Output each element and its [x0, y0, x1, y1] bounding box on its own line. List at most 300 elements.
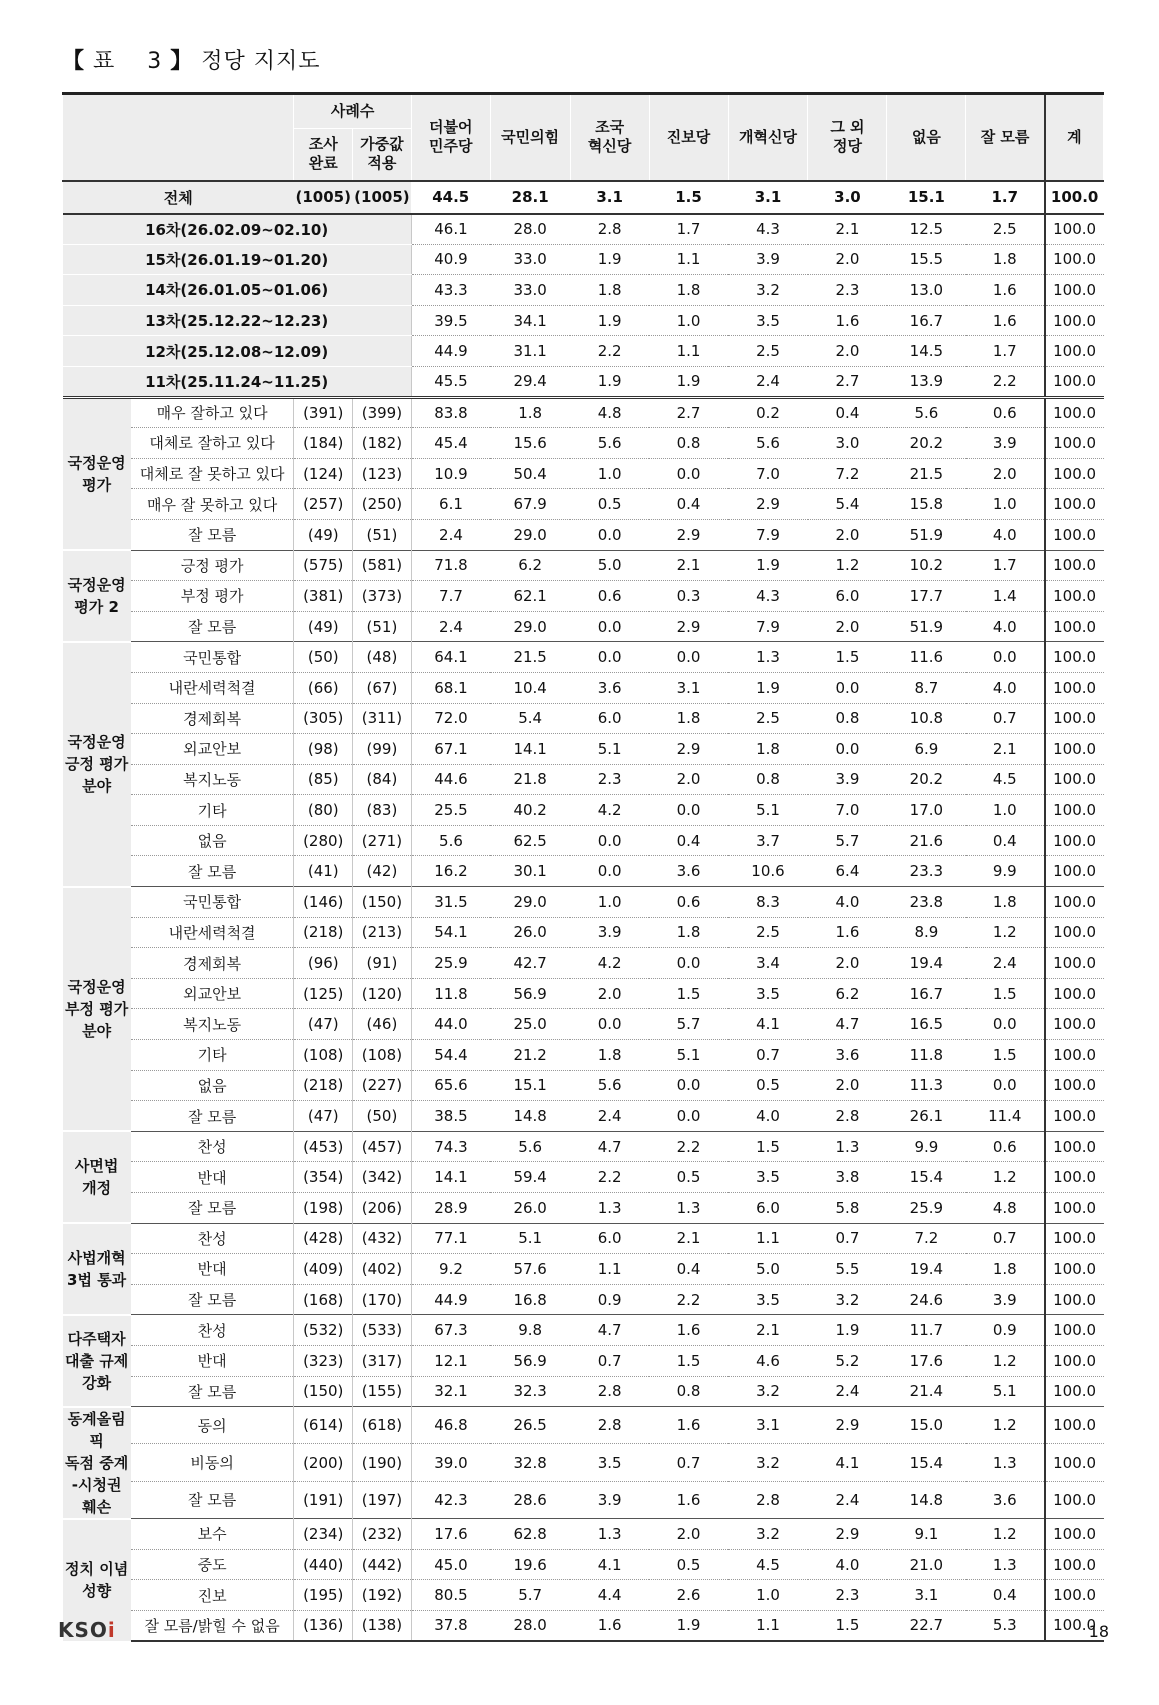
row-value: 3.6 [649, 856, 728, 887]
row-n-surveyed: (218) [294, 917, 353, 948]
row-value: 11.8 [411, 978, 490, 1009]
row-value: 1.7 [966, 550, 1045, 581]
row-value: 51.9 [887, 519, 966, 550]
row-n-surveyed: (305) [294, 703, 353, 734]
row-value: 9.9 [887, 1131, 966, 1162]
row-value: 1.2 [966, 1345, 1045, 1376]
row-value: 4.1 [808, 1444, 887, 1481]
row-n-weighted: (155) [353, 1376, 412, 1407]
row-n-surveyed: (124) [294, 458, 353, 489]
row-value: 100.0 [1045, 825, 1104, 856]
row-value: 1.6 [649, 1481, 728, 1518]
row-n-surveyed: (409) [294, 1254, 353, 1285]
row-value: 100.0 [1045, 642, 1104, 673]
row-value: 100.0 [1045, 672, 1104, 703]
row-value: 100.0 [1045, 795, 1104, 826]
title-bracket-open: 【 [62, 49, 86, 74]
row-value: 8.3 [728, 887, 808, 918]
row-n-weighted: (373) [353, 581, 412, 612]
row-label: 찬성 [131, 1223, 294, 1254]
row-value: 0.0 [966, 642, 1045, 673]
row-value: 100.0 [1045, 1193, 1104, 1224]
row-label: 찬성 [131, 1131, 294, 1162]
data-row [63, 1580, 1104, 1611]
row-value: 0.4 [966, 1580, 1045, 1611]
row-value: 45.0 [411, 1549, 490, 1580]
row-n-weighted: (213) [353, 917, 412, 948]
row-value: 50.4 [490, 458, 570, 489]
row-value: 0.0 [808, 734, 887, 765]
row-value: 3.2 [728, 1376, 808, 1407]
row-value: 4.0 [966, 672, 1045, 703]
row-value: 0.4 [649, 1254, 728, 1285]
total-label: 전체 [63, 181, 294, 214]
row-value: 3.6 [808, 1040, 887, 1071]
row-value: 100.0 [1045, 1254, 1104, 1285]
data-row [63, 1519, 1104, 1550]
row-n-weighted: (51) [353, 519, 412, 550]
row-value: 8.7 [887, 672, 966, 703]
row-value: 21.4 [887, 1376, 966, 1407]
row-value: 5.6 [728, 428, 808, 459]
row-value: 1.2 [808, 550, 887, 581]
row-n-weighted: (317) [353, 1345, 412, 1376]
row-value: 2.0 [966, 458, 1045, 489]
row-value: 1.8 [728, 734, 808, 765]
row-n-surveyed: (198) [294, 1193, 353, 1224]
data-row [63, 519, 1104, 550]
wave-value: 29.4 [490, 366, 570, 397]
row-value: 2.2 [570, 1162, 649, 1193]
row-value: 64.1 [411, 642, 490, 673]
row-value: 29.0 [490, 887, 570, 918]
data-row [63, 428, 1104, 459]
data-row [63, 458, 1104, 489]
row-value: 1.9 [728, 550, 808, 581]
wave-label: 11차(25.11.24~11.25) [63, 366, 412, 397]
row-label: 매우 잘하고 있다 [131, 397, 294, 428]
row-value: 23.8 [887, 887, 966, 918]
row-label: 비동의 [131, 1444, 294, 1481]
row-value: 9.2 [411, 1254, 490, 1285]
row-value: 6.2 [808, 978, 887, 1009]
header-party-1: 더불어 민주당 [411, 94, 490, 181]
row-value: 0.0 [649, 1070, 728, 1101]
row-label: 외교안보 [131, 734, 294, 765]
row-value: 100.0 [1045, 1444, 1104, 1481]
row-n-surveyed: (96) [294, 948, 353, 979]
row-value: 20.2 [887, 764, 966, 795]
wave-value: 100.0 [1045, 366, 1104, 397]
row-value: 100.0 [1045, 917, 1104, 948]
data-row [63, 917, 1104, 948]
wave-row [63, 214, 1104, 245]
row-n-surveyed: (280) [294, 825, 353, 856]
row-label: 잘 모름 [131, 1284, 294, 1315]
page-number: 18 [1088, 1622, 1109, 1641]
wave-value: 1.7 [649, 214, 728, 245]
row-value: 1.8 [966, 887, 1045, 918]
header-weighted: 가중값 적용 [353, 129, 412, 181]
row-value: 0.8 [649, 1376, 728, 1407]
row-value: 3.0 [808, 428, 887, 459]
row-value: 7.2 [887, 1223, 966, 1254]
row-value: 1.5 [649, 978, 728, 1009]
row-value: 0.5 [570, 489, 649, 520]
row-value: 72.0 [411, 703, 490, 734]
row-value: 5.6 [570, 428, 649, 459]
data-row [63, 764, 1104, 795]
wave-value: 2.2 [966, 366, 1045, 397]
row-value: 9.8 [490, 1315, 570, 1346]
group-label: 정치 이념 성향 [63, 1519, 131, 1641]
row-n-weighted: (399) [353, 397, 412, 428]
wave-value: 2.2 [570, 336, 649, 367]
wave-value: 1.8 [570, 275, 649, 306]
row-label: 없음 [131, 825, 294, 856]
header-party-3: 조국 혁신당 [570, 94, 649, 181]
row-n-weighted: (91) [353, 948, 412, 979]
row-value: 67.1 [411, 734, 490, 765]
row-value: 74.3 [411, 1131, 490, 1162]
row-n-surveyed: (125) [294, 978, 353, 1009]
wave-value: 12.5 [887, 214, 966, 245]
row-n-surveyed: (575) [294, 550, 353, 581]
wave-row [63, 305, 1104, 336]
wave-value: 1.9 [570, 305, 649, 336]
total-n-surveyed: (1005) [294, 181, 353, 214]
row-label: 잘 모름 [131, 519, 294, 550]
row-value: 3.5 [728, 1162, 808, 1193]
group-label: 사법개혁 3법 통과 [63, 1223, 131, 1315]
data-row [63, 1481, 1104, 1518]
row-n-weighted: (402) [353, 1254, 412, 1285]
row-value: 100.0 [1045, 703, 1104, 734]
row-value: 100.0 [1045, 1519, 1104, 1550]
row-value: 0.9 [570, 1284, 649, 1315]
row-value: 0.0 [808, 672, 887, 703]
row-value: 21.6 [887, 825, 966, 856]
row-value: 54.4 [411, 1040, 490, 1071]
party-support-table [62, 92, 1104, 1642]
data-row [63, 672, 1104, 703]
row-value: 54.1 [411, 917, 490, 948]
wave-value: 2.0 [808, 336, 887, 367]
header-party-4: 진보당 [649, 94, 728, 181]
row-n-surveyed: (440) [294, 1549, 353, 1580]
wave-value: 34.1 [490, 305, 570, 336]
row-value: 39.0 [411, 1444, 490, 1481]
row-value: 1.5 [966, 978, 1045, 1009]
wave-value: 1.6 [966, 275, 1045, 306]
row-value: 2.9 [808, 1519, 887, 1550]
row-value: 2.2 [649, 1284, 728, 1315]
row-n-surveyed: (453) [294, 1131, 353, 1162]
row-value: 3.5 [728, 978, 808, 1009]
row-value: 5.1 [490, 1223, 570, 1254]
row-value: 1.5 [808, 1610, 887, 1641]
total-value: 15.1 [887, 181, 966, 214]
row-value: 1.1 [728, 1223, 808, 1254]
row-value: 100.0 [1045, 489, 1104, 520]
ksoi-logo [58, 1618, 116, 1642]
row-value: 100.0 [1045, 611, 1104, 642]
row-value: 40.2 [490, 795, 570, 826]
row-n-weighted: (227) [353, 1070, 412, 1101]
row-value: 29.0 [490, 519, 570, 550]
row-value: 2.0 [808, 1070, 887, 1101]
row-value: 32.3 [490, 1376, 570, 1407]
wave-label: 16차(26.02.09~02.10) [63, 214, 412, 245]
row-value: 2.1 [728, 1315, 808, 1346]
row-value: 4.0 [808, 1549, 887, 1580]
wave-label: 13차(25.12.22~12.23) [63, 305, 412, 336]
wave-value: 13.9 [887, 366, 966, 397]
row-value: 2.8 [570, 1376, 649, 1407]
row-value: 7.0 [728, 458, 808, 489]
row-label: 진보 [131, 1580, 294, 1611]
row-value: 7.0 [808, 795, 887, 826]
header-surveyed: 조사 완료 [294, 129, 353, 181]
row-value: 5.1 [966, 1376, 1045, 1407]
row-value: 1.2 [966, 917, 1045, 948]
row-value: 100.0 [1045, 1101, 1104, 1132]
row-value: 0.7 [966, 703, 1045, 734]
row-value: 1.8 [570, 1040, 649, 1071]
row-value: 25.5 [411, 795, 490, 826]
row-value: 44.6 [411, 764, 490, 795]
row-value: 100.0 [1045, 1580, 1104, 1611]
row-value: 16.8 [490, 1284, 570, 1315]
total-value: 28.1 [490, 181, 570, 214]
row-value: 2.8 [728, 1481, 808, 1518]
wave-value: 1.7 [966, 336, 1045, 367]
row-value: 0.4 [808, 397, 887, 428]
row-value: 28.0 [490, 1610, 570, 1641]
row-value: 38.5 [411, 1101, 490, 1132]
row-n-surveyed: (47) [294, 1009, 353, 1040]
row-value: 100.0 [1045, 1162, 1104, 1193]
row-label: 보수 [131, 1519, 294, 1550]
wave-value: 1.6 [966, 305, 1045, 336]
header-corner [63, 94, 294, 181]
total-n-weighted: (1005) [353, 181, 412, 214]
row-value: 100.0 [1045, 948, 1104, 979]
row-n-surveyed: (354) [294, 1162, 353, 1193]
wave-value: 1.6 [808, 305, 887, 336]
row-value: 0.6 [570, 581, 649, 612]
row-n-surveyed: (191) [294, 1481, 353, 1518]
title-bracket-close: 】 [170, 49, 194, 74]
row-value: 1.2 [966, 1519, 1045, 1550]
data-row [63, 1376, 1104, 1407]
row-n-weighted: (99) [353, 734, 412, 765]
row-value: 5.0 [570, 550, 649, 581]
row-value: 100.0 [1045, 1284, 1104, 1315]
row-value: 100.0 [1045, 1549, 1104, 1580]
wave-value: 15.5 [887, 244, 966, 275]
row-label: 긍정 평가 [131, 550, 294, 581]
wave-row [63, 244, 1104, 275]
row-value: 32.1 [411, 1376, 490, 1407]
row-value: 0.0 [570, 1009, 649, 1040]
row-value: 100.0 [1045, 428, 1104, 459]
row-n-surveyed: (195) [294, 1580, 353, 1611]
data-row [63, 397, 1104, 428]
row-value: 12.1 [411, 1345, 490, 1376]
row-value: 26.5 [490, 1407, 570, 1444]
data-row [63, 734, 1104, 765]
table-title [62, 44, 321, 75]
row-value: 1.3 [966, 1444, 1045, 1481]
row-value: 100.0 [1045, 856, 1104, 887]
wave-value: 1.9 [649, 366, 728, 397]
row-value: 44.9 [411, 1284, 490, 1315]
wave-value: 1.9 [570, 366, 649, 397]
row-value: 3.1 [649, 672, 728, 703]
data-row [63, 1315, 1104, 1346]
row-value: 1.5 [808, 642, 887, 673]
row-n-surveyed: (234) [294, 1519, 353, 1550]
row-value: 11.6 [887, 642, 966, 673]
row-value: 3.2 [808, 1284, 887, 1315]
wave-value: 100.0 [1045, 244, 1104, 275]
wave-value: 2.3 [808, 275, 887, 306]
row-value: 42.7 [490, 948, 570, 979]
row-value: 100.0 [1045, 734, 1104, 765]
wave-value: 39.5 [411, 305, 490, 336]
table-body [63, 181, 1104, 1642]
row-n-surveyed: (50) [294, 642, 353, 673]
row-value: 100.0 [1045, 1070, 1104, 1101]
wave-value: 100.0 [1045, 275, 1104, 306]
row-value: 14.1 [411, 1162, 490, 1193]
row-value: 7.9 [728, 611, 808, 642]
row-value: 10.4 [490, 672, 570, 703]
title-text: 정당 지지도 [201, 49, 321, 74]
wave-value: 2.1 [808, 214, 887, 245]
row-value: 0.8 [649, 428, 728, 459]
row-n-weighted: (120) [353, 978, 412, 1009]
row-value: 100.0 [1045, 1223, 1104, 1254]
row-value: 10.8 [887, 703, 966, 734]
row-value: 100.0 [1045, 1610, 1104, 1641]
row-label: 찬성 [131, 1315, 294, 1346]
row-value: 1.5 [649, 1345, 728, 1376]
row-value: 2.3 [808, 1580, 887, 1611]
row-n-surveyed: (391) [294, 397, 353, 428]
wave-value: 44.9 [411, 336, 490, 367]
row-value: 56.9 [490, 978, 570, 1009]
row-n-surveyed: (168) [294, 1284, 353, 1315]
row-value: 5.6 [490, 1131, 570, 1162]
logo-text-ks: KS [58, 1618, 90, 1642]
row-value: 14.8 [490, 1101, 570, 1132]
row-value: 17.6 [411, 1519, 490, 1550]
row-value: 2.8 [808, 1101, 887, 1132]
row-value: 4.3 [728, 581, 808, 612]
wave-value: 43.3 [411, 275, 490, 306]
wave-value: 1.8 [649, 275, 728, 306]
row-value: 5.1 [649, 1040, 728, 1071]
row-value: 3.9 [570, 1481, 649, 1518]
row-n-surveyed: (428) [294, 1223, 353, 1254]
row-value: 15.4 [887, 1444, 966, 1481]
row-value: 100.0 [1045, 550, 1104, 581]
row-value: 17.7 [887, 581, 966, 612]
row-n-weighted: (232) [353, 1519, 412, 1550]
row-value: 15.0 [887, 1407, 966, 1444]
row-value: 4.5 [728, 1549, 808, 1580]
data-row [63, 1162, 1104, 1193]
row-value: 6.1 [411, 489, 490, 520]
row-n-weighted: (123) [353, 458, 412, 489]
wave-label: 12차(25.12.08~12.09) [63, 336, 412, 367]
row-value: 4.8 [570, 397, 649, 428]
wave-row [63, 366, 1104, 397]
row-n-surveyed: (218) [294, 1070, 353, 1101]
row-value: 1.3 [808, 1131, 887, 1162]
row-value: 67.3 [411, 1315, 490, 1346]
data-row [63, 887, 1104, 918]
title-table-number: 표 3 [93, 49, 163, 74]
row-n-weighted: (67) [353, 672, 412, 703]
row-value: 3.6 [570, 672, 649, 703]
row-value: 100.0 [1045, 1376, 1104, 1407]
wave-value: 1.0 [649, 305, 728, 336]
row-label: 복지노동 [131, 764, 294, 795]
row-value: 9.1 [887, 1519, 966, 1550]
row-value: 4.5 [966, 764, 1045, 795]
row-value: 100.0 [1045, 519, 1104, 550]
row-value: 1.9 [808, 1315, 887, 1346]
row-value: 2.9 [728, 489, 808, 520]
group-label: 국정운영 평가 2 [63, 550, 131, 642]
row-n-surveyed: (150) [294, 1376, 353, 1407]
data-row [63, 489, 1104, 520]
row-value: 5.6 [411, 825, 490, 856]
row-value: 100.0 [1045, 1481, 1104, 1518]
row-n-weighted: (83) [353, 795, 412, 826]
row-value: 2.0 [808, 611, 887, 642]
row-value: 21.0 [887, 1549, 966, 1580]
data-row [63, 550, 1104, 581]
wave-value: 1.1 [649, 336, 728, 367]
data-row [63, 795, 1104, 826]
row-value: 28.6 [490, 1481, 570, 1518]
row-label: 대체로 잘하고 있다 [131, 428, 294, 459]
row-value: 4.7 [808, 1009, 887, 1040]
row-value: 0.7 [808, 1223, 887, 1254]
row-label: 내란세력척결 [131, 672, 294, 703]
row-n-weighted: (250) [353, 489, 412, 520]
row-value: 11.8 [887, 1040, 966, 1071]
row-n-surveyed: (80) [294, 795, 353, 826]
row-value: 16.2 [411, 856, 490, 887]
row-value: 2.9 [649, 519, 728, 550]
row-value: 11.7 [887, 1315, 966, 1346]
header-cases: 사례수 [294, 94, 411, 129]
total-row [63, 181, 1104, 214]
row-label: 국민통합 [131, 642, 294, 673]
row-value: 7.2 [808, 458, 887, 489]
row-value: 3.2 [728, 1444, 808, 1481]
row-value: 1.0 [966, 795, 1045, 826]
row-value: 71.8 [411, 550, 490, 581]
row-value: 100.0 [1045, 764, 1104, 795]
logo-text-o: O [89, 1618, 108, 1642]
row-value: 21.5 [490, 642, 570, 673]
